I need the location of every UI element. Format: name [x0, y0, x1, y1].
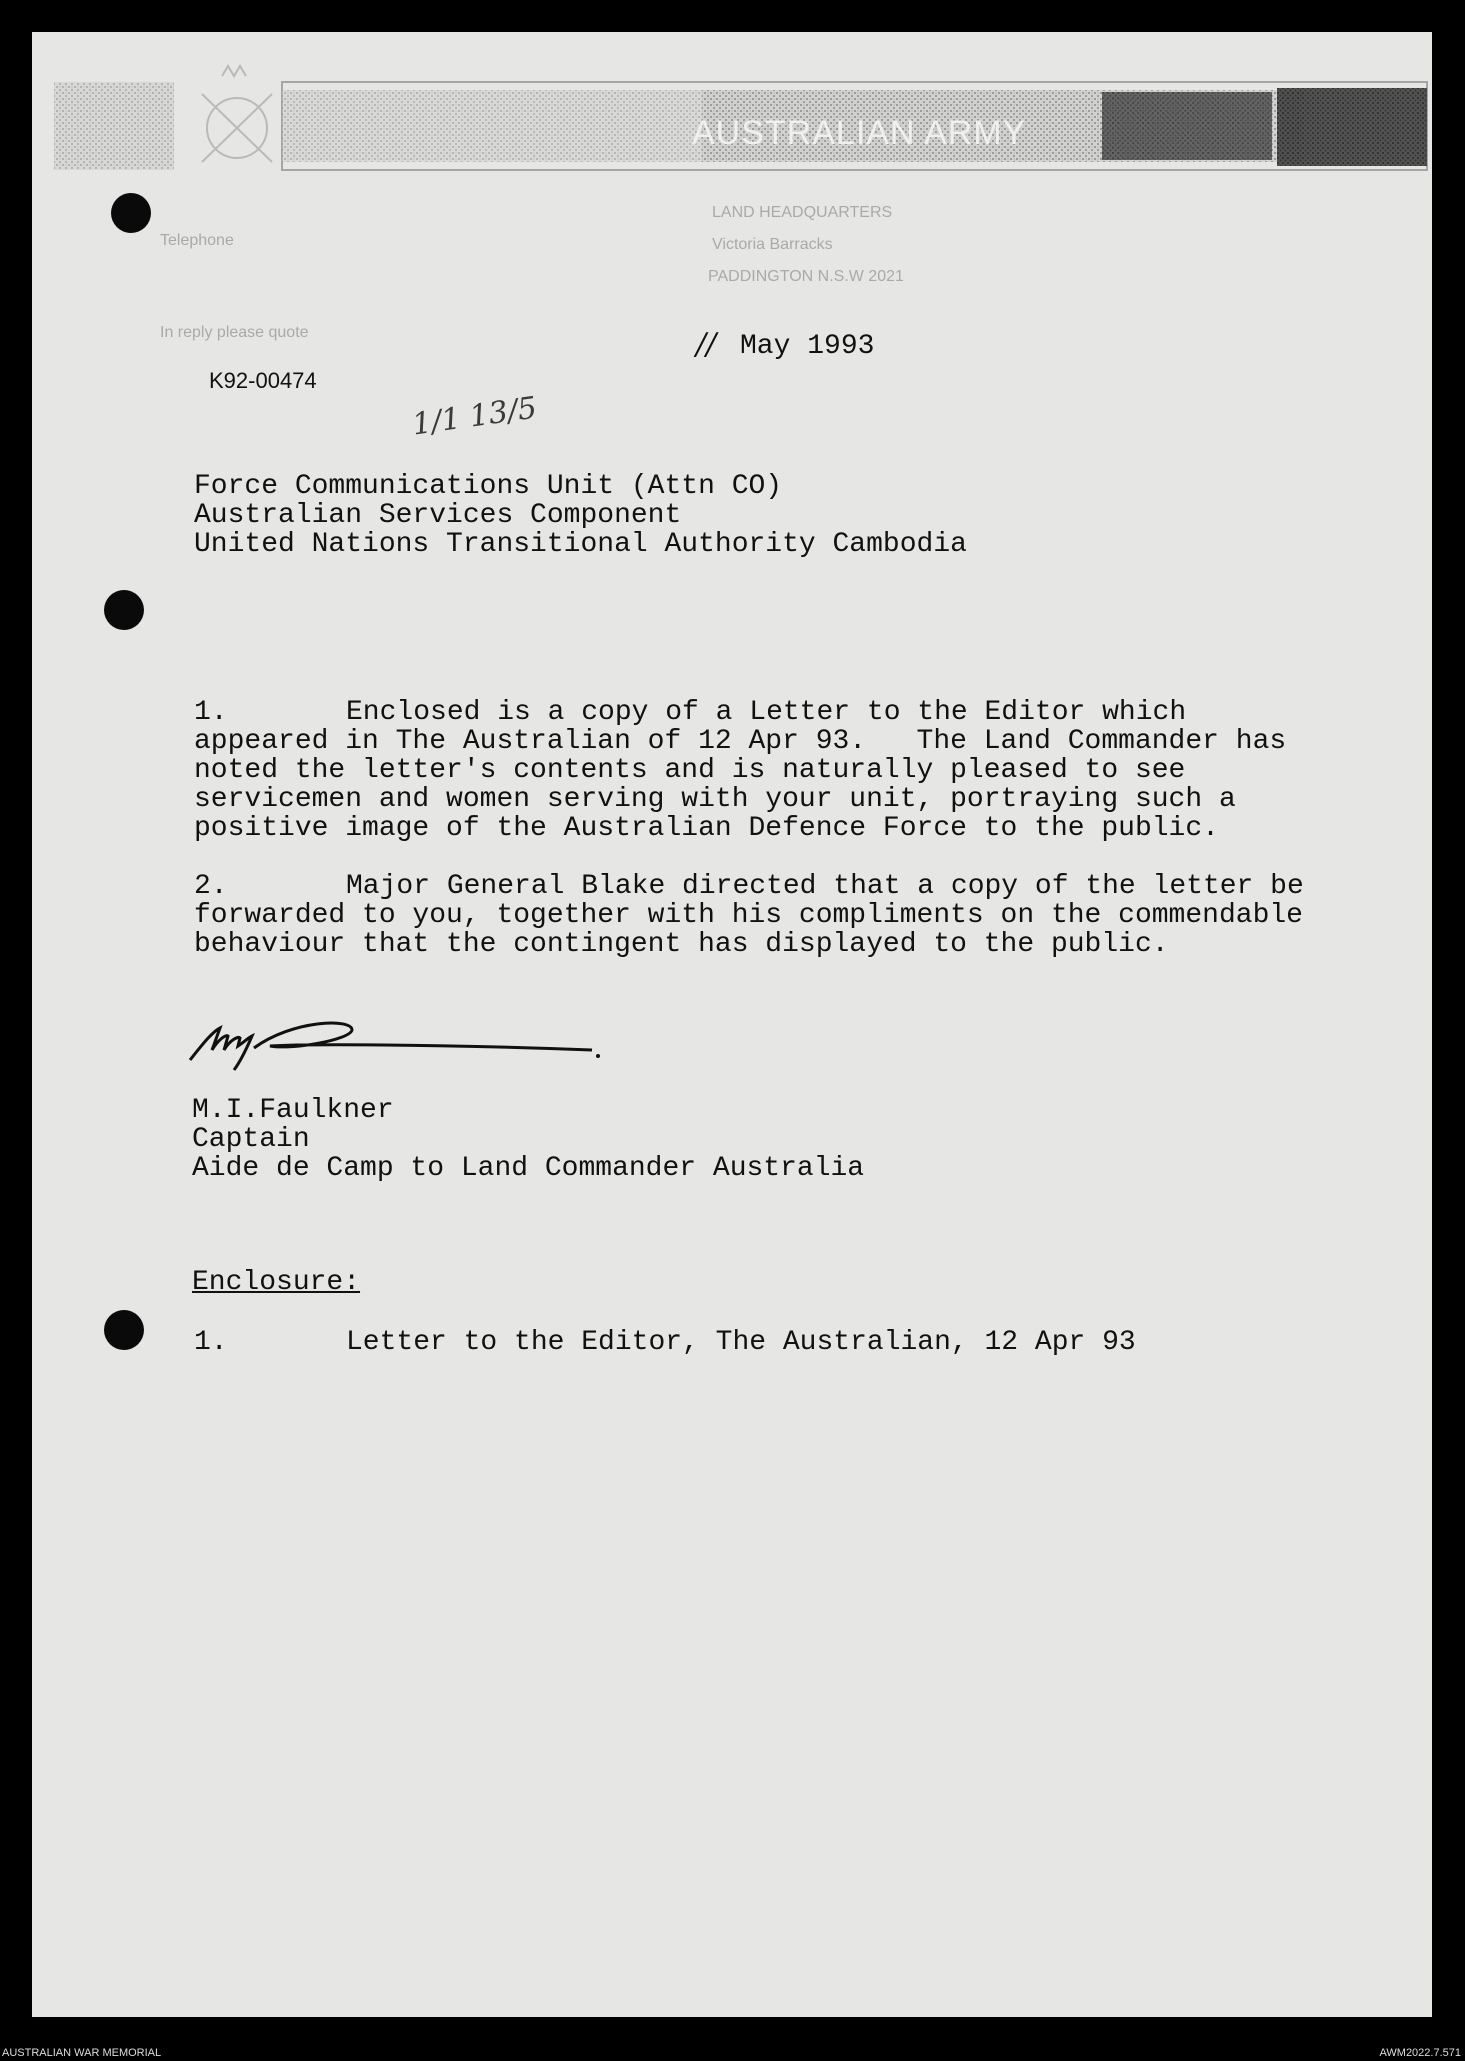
signatory-position: Aide de Camp to Land Commander Australia [192, 1153, 865, 1184]
signature [182, 1010, 602, 1080]
paragraph-1-line-5: positive image of the Australian Defence Force to the public. [194, 813, 1219, 844]
banner-title: AUSTRALIAN ARMY [692, 114, 1027, 152]
paragraph-1-line-2: appeared in The Australian of 12 Apr 93. The Land Commander has [194, 726, 1287, 757]
reference-number: K92-00474 [209, 368, 317, 393]
handwritten-reference: 1/1 13/5 [410, 390, 540, 443]
paragraph-2-number: 2. [194, 871, 228, 902]
document-page [32, 32, 1432, 2017]
hq-name: LAND HEADQUARTERS [712, 204, 893, 221]
army-badge-icon [202, 66, 272, 162]
enclosure-number: 1. [194, 1327, 228, 1358]
addressee-line-1: Force Communications Unit (Attn CO) [194, 471, 783, 502]
enclosure-heading: Enclosure: [192, 1267, 361, 1298]
date-handwritten-day: // [696, 327, 717, 362]
paragraph-1-line-1: Enclosed is a copy of a Letter to the Editor which [346, 697, 1187, 728]
paragraph-2-line-3: behaviour that the contingent has displayed to the public. [194, 929, 1169, 960]
enclosure-item: Letter to the Editor, The Australian, 12 Apr 93 [346, 1327, 1136, 1358]
footer-catalogue-number: AWM2022.7.571 [1379, 2047, 1461, 2059]
letterhead-banner [32, 32, 1432, 182]
addressee-line-2: Australian Services Component [194, 500, 682, 531]
paragraph-1-number: 1. [194, 697, 228, 728]
telephone-label: Telephone [160, 232, 234, 249]
punch-hole-top [111, 193, 151, 233]
paragraph-2-line-1: Major General Blake directed that a copy of the letter be [346, 871, 1304, 902]
letter-date: May 1993 [740, 331, 875, 362]
reply-quote-label: In reply please quote [160, 324, 309, 341]
addressee-line-3: United Nations Transitional Authority Cambodia [194, 529, 967, 560]
punch-hole-bottom [104, 1310, 144, 1350]
punch-hole-middle [104, 590, 144, 630]
signatory-name: M.I.Faulkner [192, 1095, 394, 1126]
paragraph-1-line-4: servicemen and women serving with your unit, portraying such a [194, 784, 1236, 815]
paragraph-1-line-3: noted the letter's contents and is naturally pleased to see [194, 755, 1186, 786]
signatory-rank: Captain [192, 1124, 310, 1155]
crest-left-block [54, 82, 174, 170]
hq-address-line2: PADDINGTON N.S.W 2021 [708, 268, 904, 285]
footer-institution: AUSTRALIAN WAR MEMORIAL [2, 2047, 162, 2059]
hq-address-line1: Victoria Barracks [712, 236, 833, 253]
paragraph-2-line-2: forwarded to you, together with his compliments on the commendable [194, 900, 1303, 931]
